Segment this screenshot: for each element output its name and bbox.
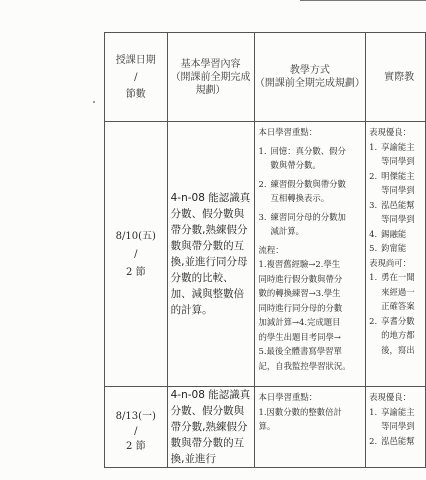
table-header-row (105, 33, 426, 122)
date-cell: 8/13(一) / 2 節 (105, 387, 168, 468)
lesson-plan-table (104, 32, 426, 468)
standard-cell: 4-n-08 能認識真分數、假分數與帶分數,熟練假分數與帶分數的互換,並進行 (167, 387, 254, 468)
table-row (105, 387, 426, 468)
standard-cell: 4-n-08 能認識真分數、假分數與帶分數,熟練假分數與帶分數的互換,並進行同分母分數的比較、加、減與整數倍的計算。 (167, 122, 254, 387)
page-top-rule (300, 0, 426, 1)
actual-cell: 表現優良： 1. 享諭能主 等同學到 2. 明傑能主 等同學到 3. 泓邑能幫 等同學到 4. 錫融能 5. 鈞甯能 表現尚可： 1. 勇在一聞 來經過一 正確答案 2. 享耆分數 的地方都 後，寫出 (366, 122, 426, 387)
header-teaching-method: 教學方式 （開課前全期完成規劃） (254, 33, 366, 122)
method-cell: 本日學習重點： 1.因數分數的整數倍計 算。 (254, 387, 366, 468)
actual-cell: 表現優良： 1. 享諭能主 等同學到 2. 泓邑能幫 (366, 387, 426, 468)
header-date-periods: 授課日期 / 節數 (105, 33, 168, 122)
header-basic-content: 基本學習內容 （開課前全期完成 規劃） (167, 33, 254, 122)
table-row (105, 122, 426, 387)
date-cell: 8/10(五) / 2 節 (105, 122, 168, 387)
scan-speck (93, 101, 95, 103)
header-actual-performance: 實際教 (366, 33, 426, 122)
method-cell: 本日學習重點： 1. 回憶：真分數、假分 數與帶分數。 2. 練習假分數與帶分數 互相轉換表示。 3. 練習同分母的分數加 減計算。 流程： 1.複習舊經驗→2.學生 同時進行假分數與帶分 數的轉換練習→3.學生 同時進行同分母的分數 加減計算→4.完成題目 的學生出題目考同學→ 5.最後全體書寫學習單 記，自我監控學習狀況。 (254, 122, 366, 387)
